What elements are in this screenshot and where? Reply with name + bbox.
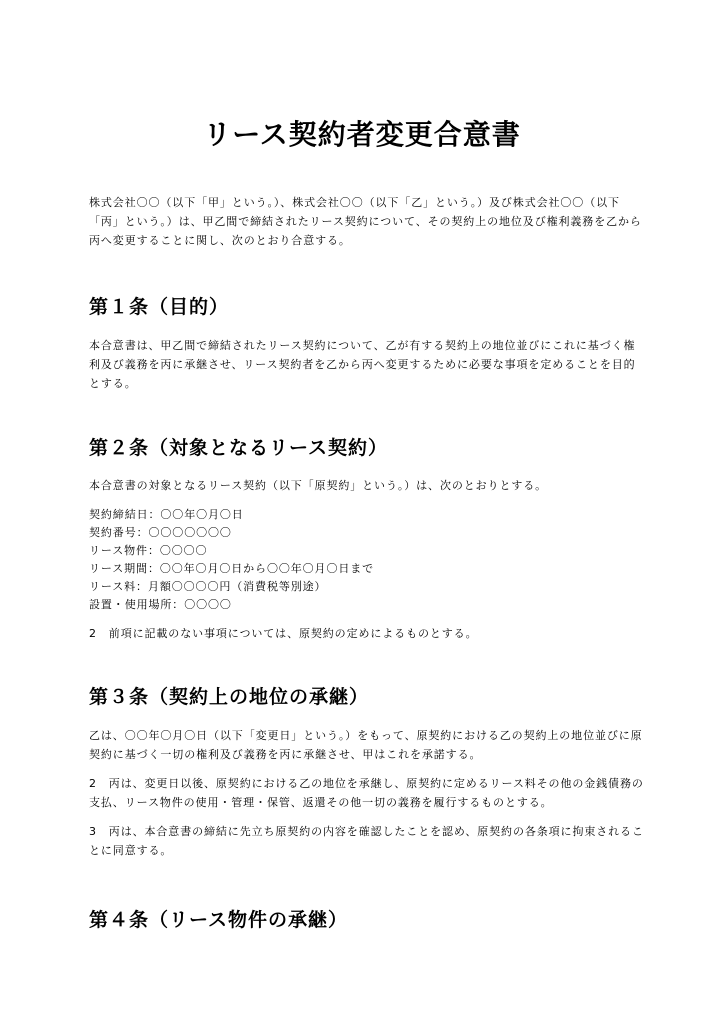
installation-place-item: 設置・使用場所：〇〇〇〇	[89, 598, 232, 611]
article-1-heading: 第１条（目的）	[89, 296, 230, 318]
article-3-heading: 第３条（契約上の地位の承継）	[89, 686, 370, 708]
lease-period-item: リース期間：〇〇年〇月〇日から〇〇年〇月〇日まで	[89, 562, 375, 575]
document-title: リース契約者変更合意書	[203, 118, 521, 151]
article-3-paragraph-2: 2 丙は、変更日以後、原契約における乙の地位を承継し、原契約に定めるリース料その他の金銭債務の支払、リース物件の使用・管理・保管、返還その他一切の義務を履行するものとする。	[89, 777, 644, 809]
article-2-heading: 第２条（対象となるリース契約）	[89, 437, 389, 459]
article-2-body: 本合意書の対象となるリース契約（以下「原契約」という。）は、次のとおりとする。	[89, 479, 548, 492]
lease-property-item: リース物件：〇〇〇〇	[89, 544, 208, 557]
article-1-body: 本合意書は、甲乙間で締結されたリース契約について、乙が有する契約上の地位並びにこれに基づく権利及び義務を丙に承継させ、リース契約者を乙から丙へ変更するために必要な事項を定めることを目的とする。	[89, 339, 636, 390]
article-4-heading: 第４条（リース物件の承継）	[89, 909, 349, 931]
lease-fee-item: リース料：月額〇〇〇〇円（消費税等別途）	[89, 580, 327, 593]
article-2-paragraph-2: 2 前項に記載のない事項については、原契約の定めによるものとする。	[89, 627, 478, 640]
article-3-paragraph-3: 3 丙は、本合意書の締結に先立ち原契約の内容を確認したことを認め、原契約の各条項に拘束されることに同意する。	[89, 825, 644, 857]
contract-number-item: 契約番号：〇〇〇〇〇〇〇	[89, 526, 232, 539]
contract-date-item: 契約締結日：〇〇年〇月〇日	[89, 508, 244, 521]
article-3-body: 乙は、〇〇年〇月〇日（以下「変更日」という。）をもって、原契約における乙の契約上の地位並びに原契約に基づく一切の権利及び義務を丙に承継させ、甲はこれを承諾する。	[89, 729, 643, 761]
intro-paragraph: 株式会社〇〇（以下「甲」という。）、株式会社〇〇（以下「乙」という。）及び株式会社〇〇（以下「丙」という。）は、甲乙間で締結されたリース契約について、その契約上の地位及び権利義務を乙から丙へ変更することに関し、次のとおり合意する。	[89, 196, 642, 247]
